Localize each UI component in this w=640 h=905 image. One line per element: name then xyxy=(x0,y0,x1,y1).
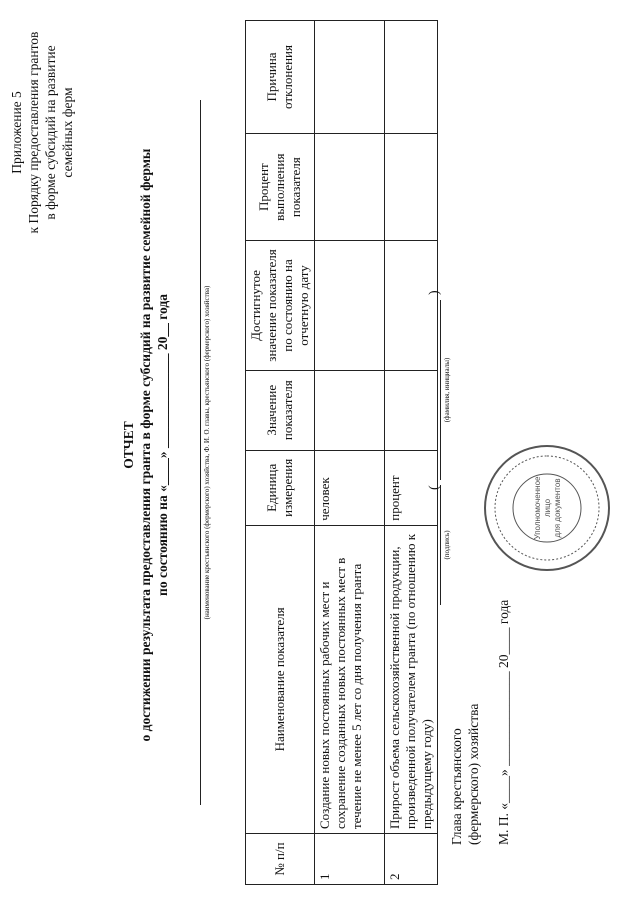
farm-name-line xyxy=(200,100,201,805)
signature-caption: (подпись) xyxy=(443,530,451,560)
head-label-line-1: Глава крестьянского xyxy=(449,728,464,845)
table-header-row xyxy=(246,21,315,885)
row-reason xyxy=(385,21,438,134)
official-stamp xyxy=(480,440,615,575)
name-line xyxy=(440,300,441,480)
appendix-line-1: Приложение 5 xyxy=(9,91,24,174)
row-name: Прирост объема сельскохозяйственной продукции, произведенной получателем гранта (по отношению к предыдущему году) xyxy=(385,525,438,833)
appendix-note xyxy=(8,10,76,255)
report-heading xyxy=(120,135,171,755)
row-unit: человек xyxy=(315,450,385,525)
row-percent xyxy=(385,133,438,240)
row-achieved xyxy=(385,241,438,370)
row-num: 2 xyxy=(385,834,438,885)
report-date-line: по состоянию на «____» ______________ 20__ года xyxy=(155,294,170,596)
name-paren-close: ) xyxy=(427,290,442,295)
appendix-line-2: к Порядку предоставления грантов xyxy=(26,31,41,234)
farm-name-caption: (наименование крестьянского (фермерского) хозяйства, Ф. И. О. главы, крестьянского (фермерского) хозяйства) xyxy=(203,285,211,620)
row-value xyxy=(385,370,438,450)
header-reason: Причина отклонения xyxy=(246,21,315,134)
signature-line xyxy=(440,485,441,605)
stamp-text-1: Уполномоченное xyxy=(533,476,542,540)
row-num: 1 xyxy=(315,834,385,885)
row-reason xyxy=(315,21,385,134)
report-title: ОТЧЕТ xyxy=(121,421,136,469)
header-num: № п/п xyxy=(246,834,315,885)
header-unit: Единица измерения xyxy=(246,450,315,525)
row-name: Создание новых постоянных рабочих мест и сохранение созданных новых постоянных мест в течение не менее 5 лет со дня получения гранта xyxy=(315,525,385,833)
report-subtitle: о достижении результата предоставления гранта в форме субсидий на развитие семейной фермы xyxy=(138,148,153,742)
indicators-table xyxy=(245,20,438,885)
header-value: Значение показателя xyxy=(246,370,315,450)
appendix-line-3: в форме субсидий на развитие xyxy=(43,45,58,220)
name-paren-open: ( xyxy=(427,485,442,490)
appendix-line-4: семейных ферм xyxy=(60,87,75,178)
table-row xyxy=(385,21,438,885)
row-achieved xyxy=(315,241,385,370)
row-value xyxy=(315,370,385,450)
name-caption: (фамилия, инициалы) xyxy=(443,357,451,423)
header-name: Наименование показателя xyxy=(246,525,315,833)
row-unit: процент xyxy=(385,450,438,525)
stamp-text-2: лицо xyxy=(543,498,552,518)
head-of-farm-label xyxy=(448,695,482,845)
header-achieved: Достигнутое значение показателя по состоянию на отчетную дату xyxy=(246,241,315,370)
table-row xyxy=(315,21,385,885)
seal-date-line: М. П. «____» ______________ 20____ года xyxy=(496,599,511,845)
row-percent xyxy=(315,133,385,240)
head-label-line-2: (фермерского) хозяйства xyxy=(466,703,481,845)
header-percent: Процент выполнения показателя xyxy=(246,133,315,240)
stamp-text-3: для документов xyxy=(553,478,562,538)
